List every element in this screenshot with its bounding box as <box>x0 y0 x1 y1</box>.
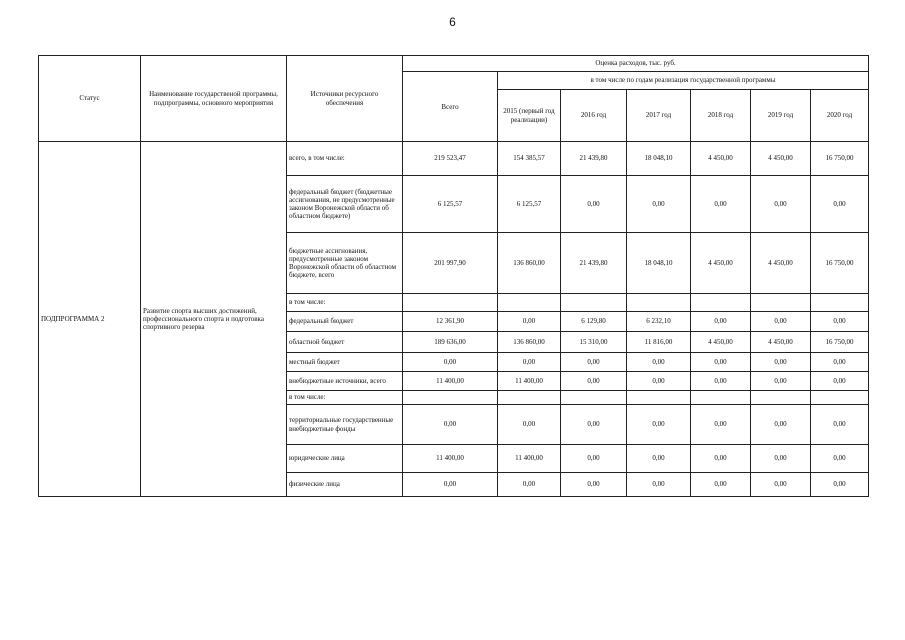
source-cell: в том числе: <box>287 294 403 312</box>
value-cell: 0,00 <box>691 473 751 497</box>
value-cell <box>403 294 498 312</box>
budget-table <box>38 55 869 497</box>
source-cell: областной бюджет <box>287 332 403 353</box>
value-cell: 0,00 <box>691 353 751 372</box>
value-cell: 0,00 <box>561 405 627 445</box>
value-cell <box>691 294 751 312</box>
value-cell: 11 400,00 <box>498 445 561 473</box>
value-cell: 0,00 <box>751 405 811 445</box>
source-cell: федеральный бюджет (бюджетные ассигнования, не предусмотренные законом Воронежской области об областном бюджете) <box>287 176 403 233</box>
value-cell: 0,00 <box>403 405 498 445</box>
value-cell: 0,00 <box>498 353 561 372</box>
value-cell: 4 450,00 <box>691 332 751 353</box>
value-cell: 0,00 <box>498 405 561 445</box>
value-cell <box>403 391 498 405</box>
header-year-2016: 2016 год <box>561 90 627 142</box>
value-cell: 4 450,00 <box>751 142 811 176</box>
value-cell: 0,00 <box>691 176 751 233</box>
header-year-2018: 2018 год <box>691 90 751 142</box>
value-cell: 0,00 <box>627 405 691 445</box>
source-cell: физические лица <box>287 473 403 497</box>
source-cell: бюджетные ассигнования, предусмотренные законом Воронежской области об областном бюджете, всего <box>287 233 403 294</box>
source-cell: внебюджетные источники, всего <box>287 372 403 391</box>
value-cell: 0,00 <box>627 473 691 497</box>
value-cell: 16 750,00 <box>811 233 869 294</box>
value-cell: 6 125,57 <box>498 176 561 233</box>
value-cell: 4 450,00 <box>751 233 811 294</box>
value-cell: 6 125,57 <box>403 176 498 233</box>
value-cell: 21 439,80 <box>561 233 627 294</box>
value-cell: 0,00 <box>627 445 691 473</box>
value-cell <box>811 391 869 405</box>
header-year-2017: 2017 год <box>627 90 691 142</box>
value-cell <box>498 391 561 405</box>
value-cell <box>561 391 627 405</box>
value-cell <box>691 391 751 405</box>
header-sources: Источники ресурсного обеспечения <box>287 56 403 142</box>
value-cell: 0,00 <box>691 372 751 391</box>
header-by-years: в том числе по годам реализация государственной программы <box>498 72 869 90</box>
value-cell: 0,00 <box>561 372 627 391</box>
value-cell: 0,00 <box>811 405 869 445</box>
value-cell: 0,00 <box>811 372 869 391</box>
source-cell: местный бюджет <box>287 353 403 372</box>
value-cell: 0,00 <box>498 473 561 497</box>
value-cell <box>811 294 869 312</box>
header-year-2019: 2019 год <box>751 90 811 142</box>
status-cell: ПОДПРОГРАММА 2 <box>39 142 141 497</box>
source-cell: всего, в том числе: <box>287 142 403 176</box>
source-cell: федеральный бюджет <box>287 312 403 332</box>
header-year-2020: 2020 год <box>811 90 869 142</box>
value-cell: 11 400,00 <box>403 372 498 391</box>
value-cell: 0,00 <box>627 372 691 391</box>
table-row <box>39 142 869 176</box>
value-cell: 0,00 <box>691 312 751 332</box>
source-cell: в том числе: <box>287 391 403 405</box>
value-cell: 136 860,00 <box>498 332 561 353</box>
value-cell: 0,00 <box>811 312 869 332</box>
value-cell: 0,00 <box>751 473 811 497</box>
value-cell: 0,00 <box>691 405 751 445</box>
value-cell: 0,00 <box>811 445 869 473</box>
value-cell: 0,00 <box>561 176 627 233</box>
value-cell <box>498 294 561 312</box>
value-cell: 154 385,57 <box>498 142 561 176</box>
value-cell: 4 450,00 <box>691 233 751 294</box>
page-number: 6 <box>449 15 456 29</box>
value-cell: 219 523,47 <box>403 142 498 176</box>
value-cell: 16 750,00 <box>811 332 869 353</box>
header-status: Статус <box>39 56 141 142</box>
value-cell: 201 997,90 <box>403 233 498 294</box>
value-cell <box>627 391 691 405</box>
value-cell <box>627 294 691 312</box>
value-cell: 0,00 <box>627 353 691 372</box>
value-cell: 0,00 <box>811 473 869 497</box>
value-cell: 0,00 <box>403 353 498 372</box>
value-cell <box>561 294 627 312</box>
header-total: Всего <box>403 72 498 142</box>
header-name: Наименование государственой программы, подпрограммы, основного мероприятия <box>141 56 287 142</box>
value-cell: 11 816,00 <box>627 332 691 353</box>
value-cell: 0,00 <box>751 445 811 473</box>
value-cell: 21 439,80 <box>561 142 627 176</box>
value-cell: 0,00 <box>561 473 627 497</box>
program-name-cell: Развитие спорта высших достижений, профессионального спорта и подготовка спортивного резерва <box>141 142 287 497</box>
value-cell: 6 129,80 <box>561 312 627 332</box>
value-cell: 0,00 <box>811 353 869 372</box>
value-cell: 6 232,10 <box>627 312 691 332</box>
value-cell: 0,00 <box>627 176 691 233</box>
value-cell: 0,00 <box>403 473 498 497</box>
value-cell: 0,00 <box>751 372 811 391</box>
value-cell: 136 860,00 <box>498 233 561 294</box>
value-cell: 11 400,00 <box>498 372 561 391</box>
value-cell: 0,00 <box>561 445 627 473</box>
value-cell: 0,00 <box>561 353 627 372</box>
value-cell: 18 048,10 <box>627 233 691 294</box>
header-year-2015: 2015 (первый год реализации) <box>498 90 561 142</box>
value-cell: 12 361,90 <box>403 312 498 332</box>
source-cell: юридические лица <box>287 445 403 473</box>
value-cell: 11 400,00 <box>403 445 498 473</box>
value-cell: 0,00 <box>811 176 869 233</box>
value-cell: 0,00 <box>691 445 751 473</box>
source-cell: территориальные государственные внебюджетные фонды <box>287 405 403 445</box>
value-cell: 0,00 <box>751 312 811 332</box>
value-cell <box>751 294 811 312</box>
value-cell: 189 636,00 <box>403 332 498 353</box>
value-cell: 4 450,00 <box>751 332 811 353</box>
value-cell: 4 450,00 <box>691 142 751 176</box>
value-cell: 18 048,10 <box>627 142 691 176</box>
value-cell: 0,00 <box>498 312 561 332</box>
value-cell: 0,00 <box>751 176 811 233</box>
value-cell: 16 750,00 <box>811 142 869 176</box>
header-estimate: Оценка расходов, тыс. руб. <box>403 56 869 72</box>
value-cell: 15 310,00 <box>561 332 627 353</box>
value-cell: 0,00 <box>751 353 811 372</box>
value-cell <box>751 391 811 405</box>
